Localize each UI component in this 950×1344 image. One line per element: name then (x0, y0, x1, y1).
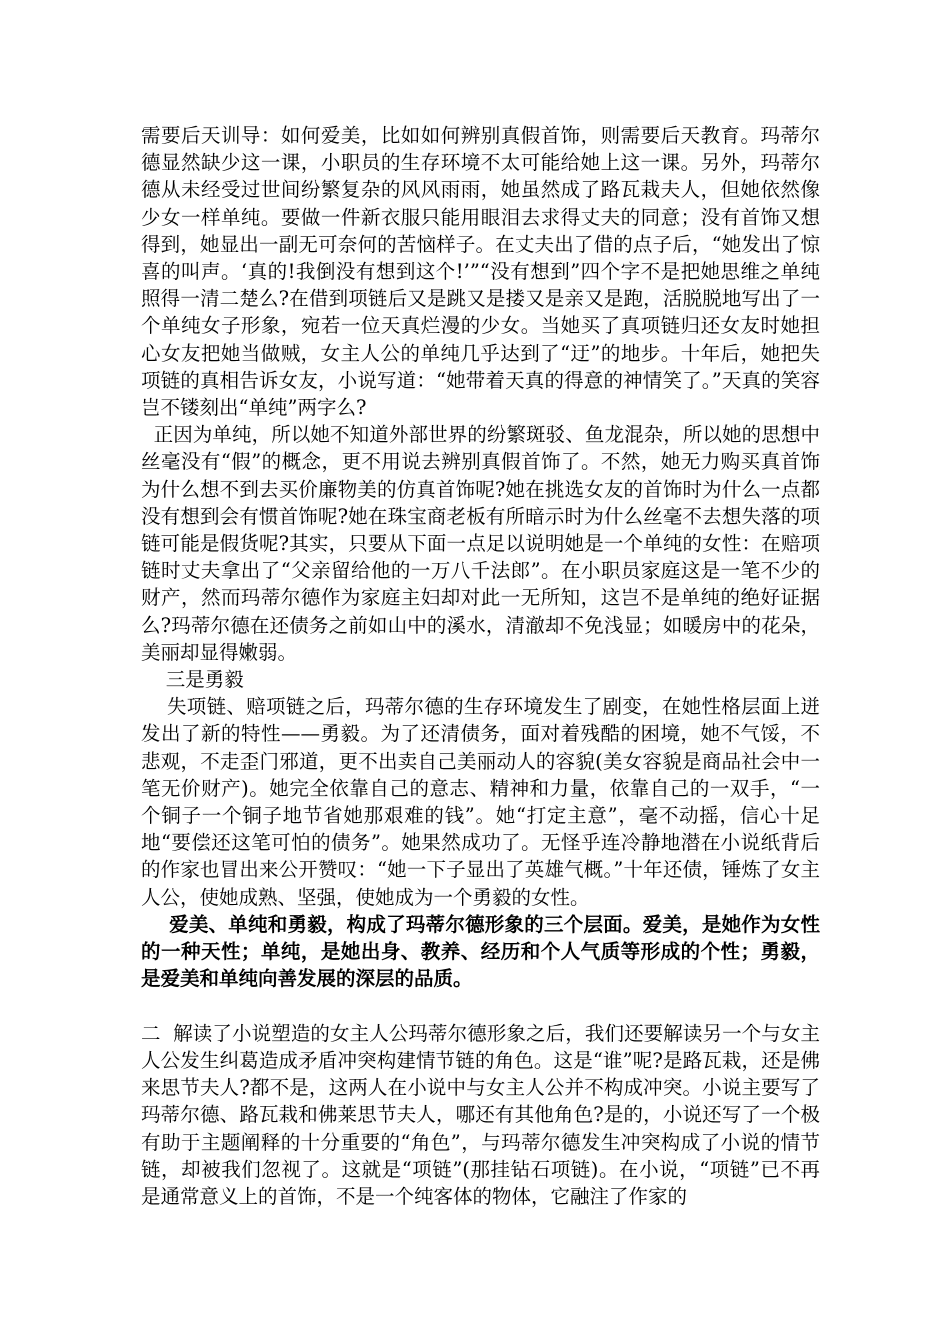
paragraph-courage: 失项链、赔项链之后，玛蒂尔德的生存环境发生了剧变，在她性格层面上迸发出了新的特性——勇毅。为了还清债务，面对着残酷的困境，她不气馁，不悲观，不走歪门邪道，更不出卖自己美丽动人的容貌(美女容貌是商品社会中一笔无价财产)。她完全依靠自己的意志、精神和力量，依靠自己的一双手，“一个铜子一个铜子地节省她那艰难的钱”。她“打定主意”，毫不动摇，信心十足地“要偿还这笔可怕的债务”。她果然成功了。无怪乎连冷静地潜在小说纸背后的作家也冒出来公开赞叹：“她一下子显出了英雄气概。”十年还债，锤炼了女主人公，使她成熟、坚强，使她成为一个勇毅的女性。 (141, 695, 820, 909)
blank-line (141, 993, 820, 1020)
paragraph-section-two: 二 解读了小说塑造的女主人公玛蒂尔德形象之后，我们还要解读另一个与女主人公发生纠葛造成矛盾冲突构建情节链的角色。这是“谁”呢?是路瓦栽，还是佛来思节夫人?都不是，这两人在小说中与女主人公并不构成冲突。小说主要写了玛蒂尔德、路瓦栽和佛莱思节夫人，哪还有其他角色?是的，小说还写了一个极有助于主题阐释的十分重要的“角色”，与玛蒂尔德发生冲突构成了小说的情节链，却被我们忽视了。这就是“项链”(那挂钻石项链)。在小说，“项链”已不再是通常意义上的首饰，不是一个纯客体的物体，它融注了作家的 (141, 1021, 820, 1208)
paragraph-beauty-simplicity: 需要后天训导：如何爱美，比如如何辨别真假首饰，则需要后天教育。玛蒂尔德显然缺少这一课，小职员的生存环境不太可能给她上这一课。另外，玛蒂尔德从未经受过世间纷繁复杂的风风雨雨，她虽然成了路瓦栽夫人，但她依然像少女一样单纯。要做一件新衣服只能用眼泪去求得丈夫的同意；没有首饰又想得到，她显出一副无可奈何的苦恼样子。在丈夫出了借的点子后，“她发出了惊喜的叫声。‘真的!我倒没有想到这个!’”“没有想到”四个字不是把她思维之单纯照得一清二楚么?在借到项链后又是跳又是搂又是亲又是跑，活脱脱地写出了一个单纯女子形象，宛若一位天真烂漫的少女。当她买了真项链归还女友时她担心女友把她当做贼，女主人公的单纯几乎达到了“迂”的地步。十年后，她把失项链的真相告诉女友，小说写道：“她带着天真的得意的神情笑了。”天真的笑容岂不镂刻出“单纯”两字么? (141, 124, 820, 420)
paragraph-simplicity-evidence: 正因为单纯，所以她不知道外部世界的纷繁斑驳、鱼龙混杂，所以她的思想中丝毫没有“假”的概念，更不用说去辨别真假首饰了。不然，她无力购买真首饰为什么想不到去买价廉物美的仿真首饰呢?她在挑选女友的首饰时为什么一点都没有想到会有惯首饰呢?她在珠宝商老板有所暗示时为什么丝毫不去想失落的项链可能是假货呢?其实，只要从下面一点足以说明她是一个单纯的女性：在赔项链时丈夫拿出了“父亲留给他的一万八千法郎”。在小职员家庭这是一笔不少的财产，然而玛蒂尔德作为家庭主妇却对此一无所知，这岂不是单纯的绝好证据么?玛蒂尔德在还债务之前如山中的溪水，清澈却不免浅显；如暖房中的花朵，美丽却显得嫩弱。 (141, 423, 820, 664)
section-heading-courage: 三是勇毅 (141, 668, 244, 692)
document-page (141, 122, 820, 1210)
paragraph-summary-bold: 爱美、单纯和勇毅，构成了玛蒂尔德形象的三个层面。爱美，是她作为女性的一种天性；单纯，是她出身、教养、经历和个人气质等形成的个性；勇毅，是爱美和单纯向善发展的深层的品质。 (141, 912, 820, 991)
